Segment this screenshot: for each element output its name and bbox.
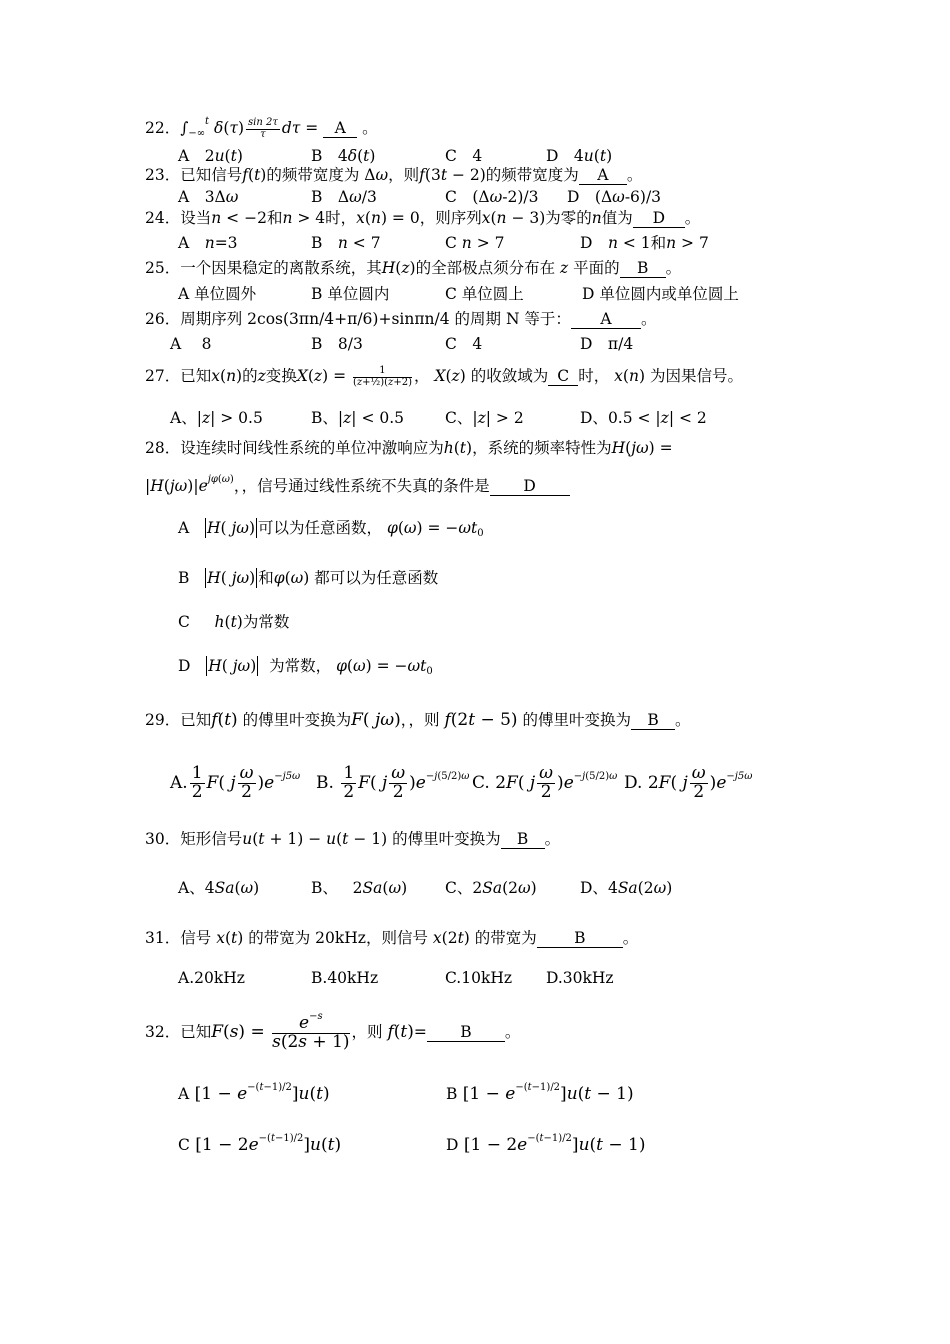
- option-c: C. 2F( j $\frac{\omega}{2}$ )$e^{-j(5/2)\omega}$: [472, 763, 618, 802]
- question-31: 31．信号 x(t) 的带宽为 20kHz，则信号 x(2t) 的带宽为 B 。: [145, 929, 639, 947]
- question-27: 27．已知x(n)的z变换X(z) = $\frac{1}{\text{(z+½)(z+2)}}$ ， X(z) 的收敛域为 C 时， x(n) 为因果信号。: [145, 365, 743, 388]
- question-number: 22．: [145, 119, 181, 137]
- option-b: B 8/3: [311, 335, 363, 353]
- option-d: D 4u(t): [546, 147, 613, 165]
- question-24: 24．设当n < −2和n > 4时，x(n) = 0，则序列x(n − 3)为零的n值为 D 。: [145, 209, 701, 227]
- answer-blank: B: [631, 712, 675, 730]
- answer-blank: D: [633, 210, 685, 228]
- option-c: C、2Sa(2ω): [445, 879, 537, 897]
- option-d: D π/4: [580, 335, 634, 353]
- option-a: A 2u(t): [178, 147, 243, 165]
- option-b: B Δω/3: [311, 188, 377, 206]
- option-a: A、4Sa(ω): [178, 879, 260, 897]
- option-c: C.10kHz: [445, 969, 513, 987]
- option-d: D、4Sa(2ω): [580, 879, 673, 897]
- option-a: A 8: [170, 335, 212, 353]
- option-c: C $[1 - 2e^{-(t-1)/2}]u(t)$: [178, 1133, 342, 1155]
- option-c: C、|z| > 2: [445, 409, 524, 427]
- question-22: 22．$\int_{-\infty}^t$ δ(τ) $\frac{\sin 2\tau}{\tau}$ dτ = A 。: [145, 116, 378, 140]
- option-a: A.20kHz: [178, 969, 245, 987]
- question-29: 29．已知f(t) 的傅里叶变换为F( jω)，，则 f(2t − 5) 的傅里叶变换为 B 。: [145, 710, 691, 730]
- option-d: D n < 1和n > 7: [580, 234, 709, 252]
- option-c: C 4: [445, 335, 483, 353]
- option-c: C 单位圆上: [445, 285, 524, 303]
- option-b: B、 2Sa(ω): [311, 879, 408, 897]
- question-30: 30．矩形信号u(t + 1) − u(t − 1) 的傅里叶变换为 B 。: [145, 830, 561, 848]
- option-a: A 单位圆外: [178, 285, 257, 303]
- answer-blank: D: [490, 478, 570, 496]
- answer-blank: B: [501, 831, 545, 849]
- option-c: C h(t)为常数: [178, 613, 290, 631]
- answer-blank: A: [323, 120, 357, 138]
- option-d: D.30kHz: [546, 969, 614, 987]
- option-a: A H( jω) 可以为任意函数， $\varphi(\omega) = -\omega t_0$: [178, 519, 484, 539]
- question-25: 25．一个因果稳定的离散系统，其H(z)的全部极点须分布在 z 平面的 B 。: [145, 259, 682, 277]
- answer-blank: B: [537, 930, 623, 948]
- question-28-cont: $|H(j\omega)|e^{j\varphi(\omega)}$，，信号通过线性系统不失真的条件是 D: [145, 476, 570, 496]
- option-d: D H( jω) 为常数， $\varphi(\omega) = -\omega t_0$: [178, 657, 433, 677]
- question-28: 28．设连续时间线性系统的单位冲激响应为h(t)，系统的频率特性为H(jω) =: [145, 439, 673, 457]
- option-c: C (Δω-2)/3: [445, 188, 539, 206]
- option-b: B $[1 - e^{-(t-1)/2}]u(t - 1)$: [446, 1082, 634, 1104]
- option-b: B. $\frac{1}{2}$ F( j $\frac{\omega}{2}$ )$e^{-j(5/2)\omega}$: [316, 763, 470, 802]
- answer-blank: A: [571, 311, 641, 329]
- option-c: C n > 7: [445, 234, 505, 252]
- question-26: 26．周期序列 2cos(3πn/4+π/6)+sinπn/4 的周期 N 等于： A 。: [145, 310, 657, 328]
- option-a: A、|z| > 0.5: [170, 409, 263, 427]
- option-a: A n=3: [178, 234, 238, 252]
- answer-blank: A: [579, 167, 627, 185]
- option-d: D 单位圆内或单位圆上: [582, 285, 739, 303]
- option-c: C 4: [445, 147, 483, 165]
- option-b: B n < 7: [311, 234, 381, 252]
- option-d: D $[1 - 2e^{-(t-1)/2}]u(t - 1)$: [446, 1133, 646, 1155]
- option-d: D、0.5 < |z| < 2: [580, 409, 707, 427]
- question-23: 23．已知信号f(t)的频带宽度为 Δω，则f(3t − 2)的频带宽度为 A 。: [145, 166, 643, 184]
- option-b: B、|z| < 0.5: [311, 409, 405, 427]
- answer-blank: B: [427, 1024, 505, 1042]
- option-b: B.40kHz: [311, 969, 379, 987]
- answer-blank: B: [620, 260, 666, 278]
- option-d: D. 2F( j $\frac{\omega}{2}$ )$e^{-j5\omega}$: [624, 763, 753, 802]
- option-b: B H( jω) 和φ(ω) 都可以为任意函数: [178, 569, 439, 587]
- option-d: D (Δω-6)/3: [567, 188, 662, 206]
- question-32: 32．已知F(s) = $\frac{e^{-s}}{s(2s + 1)}$ ，则 f(t)= B 。: [145, 1010, 521, 1052]
- answer-blank: C: [548, 368, 578, 386]
- option-a: A. $\frac{1}{2}$ F( j $\frac{\omega}{2}$ )$e^{-j5\omega}$: [170, 763, 301, 802]
- option-b: B 4δ(t): [311, 147, 376, 165]
- option-a: A $[1 - e^{-(t-1)/2}]u(t)$: [178, 1082, 330, 1104]
- option-a: A 3Δω: [178, 188, 239, 206]
- option-b: B 单位圆内: [311, 285, 390, 303]
